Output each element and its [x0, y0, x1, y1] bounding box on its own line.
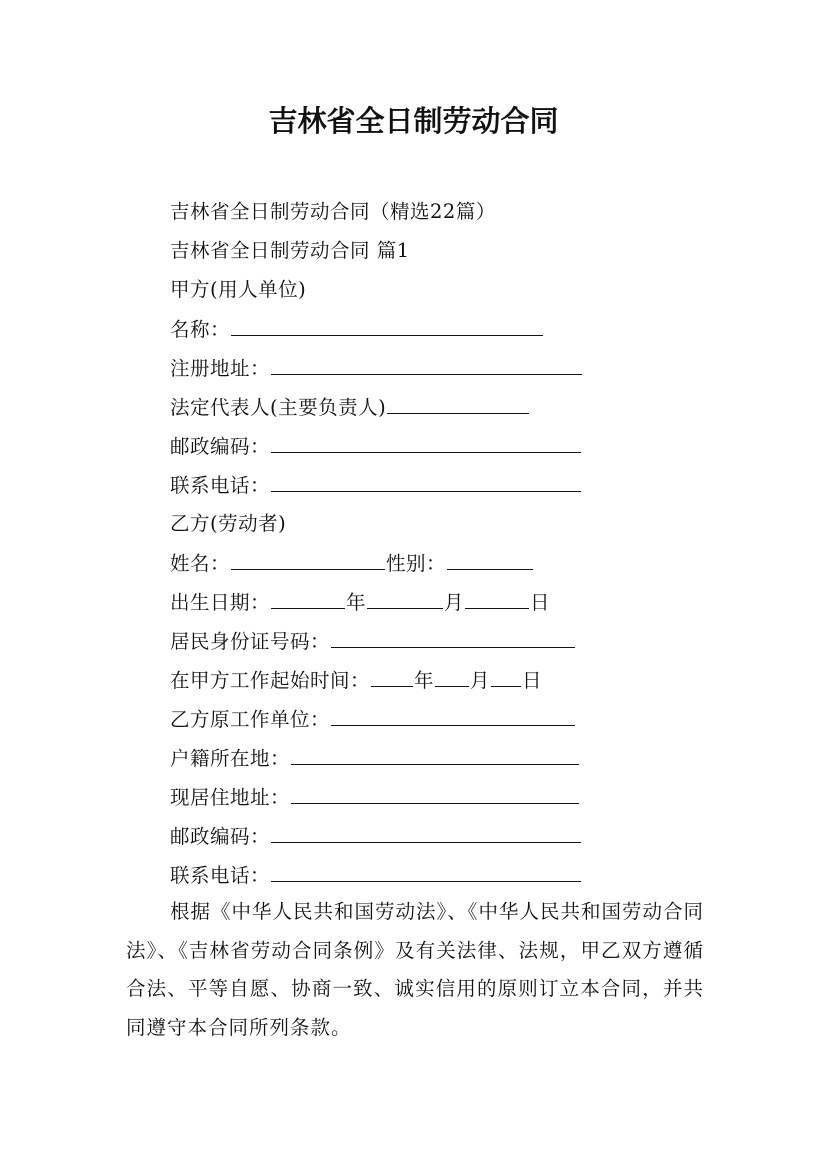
birth-day-unit: 日 — [530, 591, 551, 614]
party-a-address-row — [170, 355, 583, 382]
party-b-start-label: 在甲方工作起始时间： — [170, 669, 371, 692]
party-b-gender-field[interactable] — [447, 550, 533, 570]
party-b-prev-employer-row — [170, 706, 576, 733]
start-day-unit: 日 — [522, 669, 543, 692]
party-b-name-row — [170, 550, 534, 577]
document-subtitle: 吉林省全日制劳动合同（精选22篇） — [170, 200, 496, 223]
party-a-address-field[interactable] — [271, 355, 582, 375]
party-a-phone-label: 联系电话： — [170, 474, 271, 497]
document-title: 吉林省全日制劳动合同 — [268, 104, 559, 138]
party-a-phone-row — [170, 472, 582, 499]
party-a-phone-field[interactable] — [271, 472, 581, 492]
party-a-name-label: 名称： — [170, 318, 231, 341]
chapter-heading: 吉林省全日制劳动合同 篇1 — [170, 239, 410, 262]
birth-year-field[interactable] — [271, 589, 345, 609]
party-b-heading: 乙方(劳动者) — [170, 512, 287, 535]
party-b-postcode-row — [170, 823, 582, 850]
party-b-phone-field[interactable] — [271, 862, 581, 882]
party-b-postcode-field[interactable] — [271, 823, 581, 843]
party-b-birth-label: 出生日期： — [170, 591, 271, 614]
party-a-name-row — [170, 316, 544, 343]
party-b-id-label: 居民身份证号码： — [170, 630, 331, 653]
party-b-start-row — [170, 667, 542, 694]
party-b-phone-label: 联系电话： — [170, 864, 271, 887]
party-a-postcode-label: 邮政编码： — [170, 435, 271, 458]
party-b-postcode-label: 邮政编码： — [170, 825, 271, 848]
party-b-residence-label: 现居住地址： — [170, 786, 291, 809]
party-a-legal-rep-field[interactable] — [387, 394, 529, 414]
party-b-hukou-label: 户籍所在地： — [170, 747, 291, 770]
birth-month-field[interactable] — [367, 589, 443, 609]
party-a-heading: 甲方(用人单位) — [170, 278, 307, 301]
party-a-postcode-field[interactable] — [271, 433, 581, 453]
party-b-prev-employer-field[interactable] — [331, 706, 575, 726]
birth-year-unit: 年 — [346, 591, 367, 614]
party-b-hukou-row — [170, 745, 580, 772]
party-b-phone-row — [170, 862, 582, 889]
start-month-field[interactable] — [435, 667, 469, 687]
party-b-residence-field[interactable] — [291, 784, 579, 804]
party-b-prev-employer-label: 乙方原工作单位： — [170, 708, 331, 731]
party-b-gender-label: 性别： — [386, 552, 447, 575]
party-a-legal-rep-label: 法定代表人(主要负责人) — [170, 396, 387, 419]
birth-day-field[interactable] — [465, 589, 529, 609]
party-b-residence-row — [170, 784, 580, 811]
party-a-postcode-row — [170, 433, 582, 460]
party-b-id-row — [170, 628, 576, 655]
preamble-paragraph: 根据《中华人民共和国劳动法》、《中华人民共和国劳动合同法》、《吉林省劳动合同条例》及有关法律、法规，甲乙双方遵循合法、平等自愿、协商一致、诚实信用的原则订立本合同，并共同遵守本合同所列条款。 — [126, 900, 705, 1039]
start-day-field[interactable] — [491, 667, 521, 687]
party-b-birth-row — [170, 589, 550, 616]
start-month-unit: 月 — [470, 669, 491, 692]
birth-month-unit: 月 — [444, 591, 465, 614]
party-a-address-label: 注册地址： — [170, 357, 271, 380]
party-a-name-field[interactable] — [231, 316, 543, 336]
party-b-name-label: 姓名： — [170, 552, 231, 575]
start-year-field[interactable] — [371, 667, 413, 687]
party-a-legal-rep-row — [170, 394, 530, 421]
party-b-id-field[interactable] — [331, 628, 575, 648]
start-year-unit: 年 — [414, 669, 435, 692]
party-b-name-field[interactable] — [231, 550, 385, 570]
party-b-hukou-field[interactable] — [291, 745, 579, 765]
